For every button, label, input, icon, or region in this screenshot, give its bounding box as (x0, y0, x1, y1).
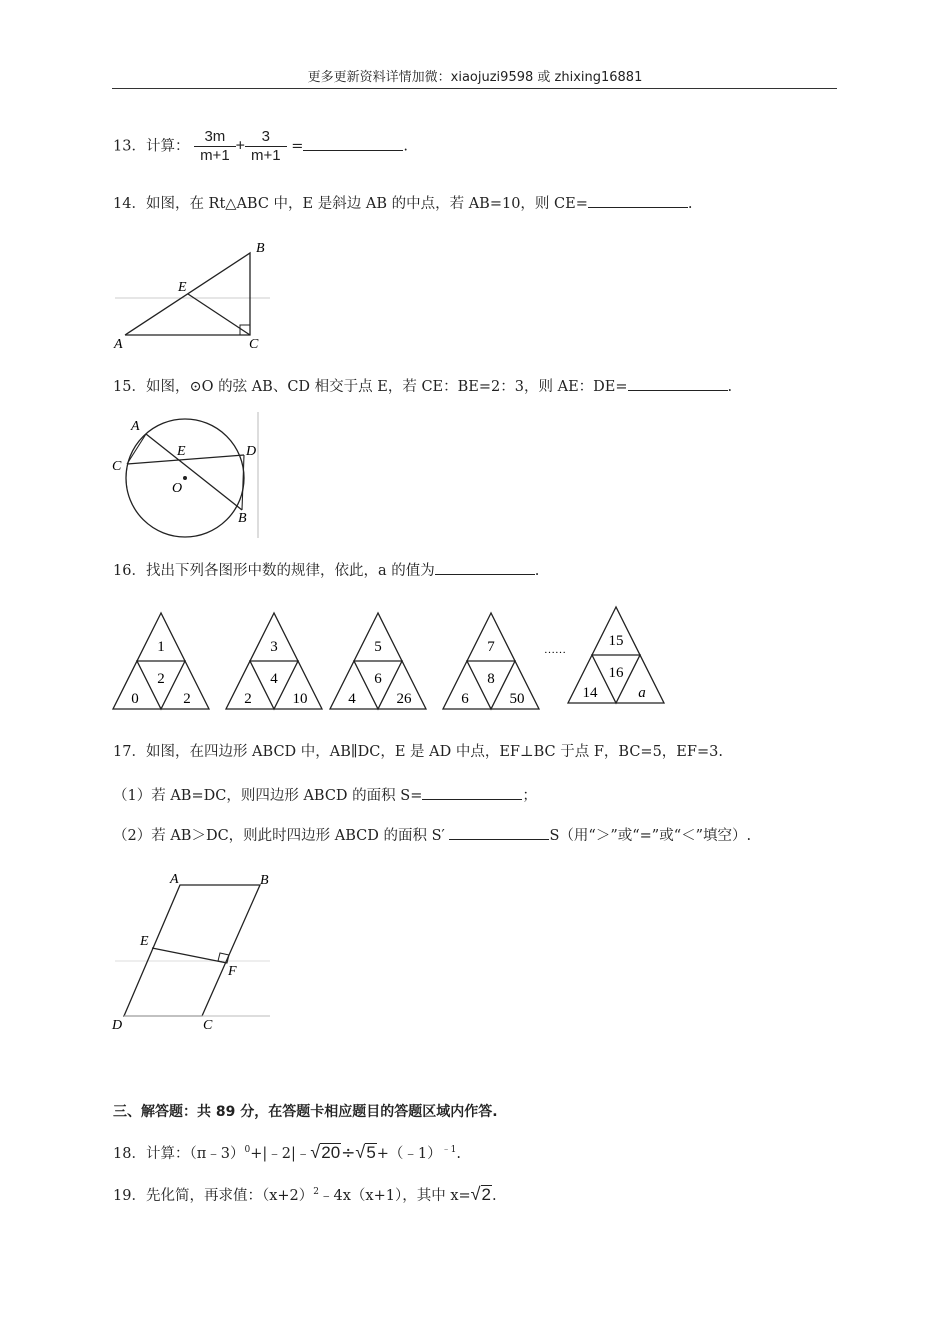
q16-cell-mid-1: 2 (157, 671, 165, 687)
q15-text: 15．如图，⊙O 的弦 AB、CD 相交于点 E，若 CE：BE=2：3，则 AE：DE= (113, 379, 628, 395)
q16-cell-left-5: 14 (582, 685, 598, 701)
q16-cell-right-1: 2 (183, 691, 191, 707)
section-3-heading: 三、解答题：共 89 分，在答题卡相应题目的答题区域内作答. (113, 1104, 498, 1120)
question-14 (113, 193, 692, 214)
q16-answer-blank[interactable] (435, 560, 535, 575)
q15-chord-ab (146, 434, 242, 510)
q16-cell-left-3: 4 (348, 691, 356, 707)
q15-label-d: D (246, 444, 257, 459)
q15-label-c: C (112, 459, 122, 474)
q18-exponent-0: 0 (244, 1145, 251, 1155)
q17-sub2-end: S（用“＞”或“=”或“＜”填空）. (549, 828, 752, 844)
q16-cell-mid-4: 8 (487, 671, 495, 687)
q14-figure-triangle (110, 238, 280, 354)
q17-label-d: D (112, 1018, 123, 1033)
q19-prefix: 19．先化简，再求值：（x+2） (113, 1187, 314, 1204)
q14-answer-blank[interactable] (588, 193, 688, 208)
q14-label-e: E (178, 280, 187, 295)
q15-end: . (727, 379, 733, 395)
q18-exponent-minus-1: ﹣1 (441, 1145, 457, 1155)
q18-divide: ÷ (341, 1142, 356, 1163)
q13-equals: = (291, 138, 304, 155)
q17-quadrilateral-abcd (124, 885, 260, 1016)
question-15 (113, 376, 732, 397)
q18-radicand-2: 5 (366, 1142, 376, 1162)
q16-cell-mid-3: 6 (374, 671, 382, 687)
q15-label-a: A (131, 419, 140, 434)
q18-part2: +|﹣2|﹣ (250, 1145, 311, 1162)
q19-end: . (492, 1187, 497, 1204)
q18-radicand-1: 20 (321, 1142, 341, 1162)
q13-fraction-1 (194, 128, 236, 165)
q18-radical-sign-1: √ (310, 1141, 321, 1162)
q19-radical-sign: √ (470, 1183, 481, 1204)
q14-end: . (687, 196, 693, 212)
q16-cell-top-1: 1 (157, 639, 165, 655)
q15-center-dot (183, 476, 187, 480)
q15-figure-circle (110, 410, 270, 540)
q13-end: . (403, 138, 408, 155)
q13-prefix: 13．计算： (113, 138, 190, 155)
q13-plus: + (235, 137, 246, 155)
q14-median-ce (188, 294, 250, 335)
q19-exponent-2: 2 (313, 1187, 319, 1197)
q13-numerator-2: 3 (245, 128, 287, 147)
q16-cell-left-4: 6 (461, 691, 469, 707)
q16-cell-top-5: 15 (608, 633, 624, 649)
q16-cell-right-2: 10 (292, 691, 308, 707)
q17-text: 17．如图，在四边形 ABCD 中，AB∥DC，E 是 AD 中点，EF⊥BC 于点 F，BC=5，EF=3. (113, 744, 723, 760)
q18-end: . (456, 1145, 461, 1162)
q16-cell-top-4: 7 (487, 639, 495, 655)
q17-sub1-answer-blank[interactable] (422, 785, 522, 800)
q16-cell-left-1: 0 (131, 691, 139, 707)
q13-answer-blank[interactable] (303, 136, 403, 151)
q13-denominator-2: m+1 (251, 147, 281, 164)
q14-label-b: B (256, 241, 265, 256)
q17-figure-quadrilateral (110, 866, 280, 1036)
q18-part3: +（﹣1） (376, 1145, 442, 1162)
q15-answer-blank[interactable] (628, 376, 728, 391)
q16-cell-top-2: 3 (270, 639, 278, 655)
q16-cell-right-5: a (638, 685, 646, 701)
q17-sub1-text: （1）若 AB=DC，则四边形 ABCD 的面积 S= (113, 788, 423, 804)
q17-label-e: E (140, 934, 149, 949)
q16-end: . (534, 563, 540, 579)
q15-segment-ac (127, 434, 146, 464)
q13-numerator-1: 3m (194, 128, 236, 147)
question-17 (113, 742, 723, 762)
q16-ellipsis: …… (544, 644, 566, 656)
q15-label-o: O (172, 481, 183, 496)
q16-cell-right-4: 50 (509, 691, 525, 707)
question-13 (113, 128, 408, 165)
q13-denominator-1: m+1 (200, 147, 230, 164)
q17-label-b: B (260, 873, 269, 888)
q16-cell-right-3: 26 (396, 691, 412, 707)
q16-text: 16．找出下列各图形中数的规律，依此，a 的值为 (113, 563, 435, 579)
q14-text: 14．如图，在 Rt△ABC 中，E 是斜边 AB 的中点，若 AB=10，则 CE= (113, 196, 588, 212)
q16-triangles-figure (110, 605, 670, 715)
q17-sub1-end: ； (522, 788, 537, 804)
q19-radicand: 2 (481, 1184, 491, 1204)
q17-label-a: A (170, 872, 179, 887)
q18-prefix: 18．计算：（π﹣3） (113, 1145, 245, 1162)
q18-radical-sign-2: √ (355, 1141, 366, 1162)
q19-part2: ﹣4x（x+1），其中 x= (319, 1187, 471, 1204)
question-17-part-1 (113, 785, 537, 806)
q14-label-c: C (249, 337, 259, 352)
q17-sub2-answer-blank[interactable] (449, 825, 549, 840)
question-16 (113, 560, 539, 581)
q14-label-a: A (114, 337, 123, 352)
question-18 (113, 1140, 461, 1164)
q15-label-b: B (238, 511, 247, 526)
q15-label-e: E (177, 444, 186, 459)
page-header: 更多更新资料详情加微：xiaojuzi9598 或 zhixing16881 (307, 70, 643, 85)
question-19 (113, 1182, 497, 1206)
question-17-part-2 (113, 825, 751, 846)
header-rule (112, 88, 837, 89)
q17-label-f: F (228, 964, 237, 979)
q16-cell-top-3: 5 (374, 639, 382, 655)
q13-fraction-2 (245, 128, 287, 165)
q16-cell-mid-2: 4 (270, 671, 278, 687)
q17-sub2-text: （2）若 AB＞DC，则此时四边形 ABCD 的面积 S′ (113, 828, 445, 844)
q16-cell-mid-5: 16 (608, 665, 624, 681)
q17-label-c: C (203, 1018, 213, 1033)
q16-cell-left-2: 2 (244, 691, 252, 707)
